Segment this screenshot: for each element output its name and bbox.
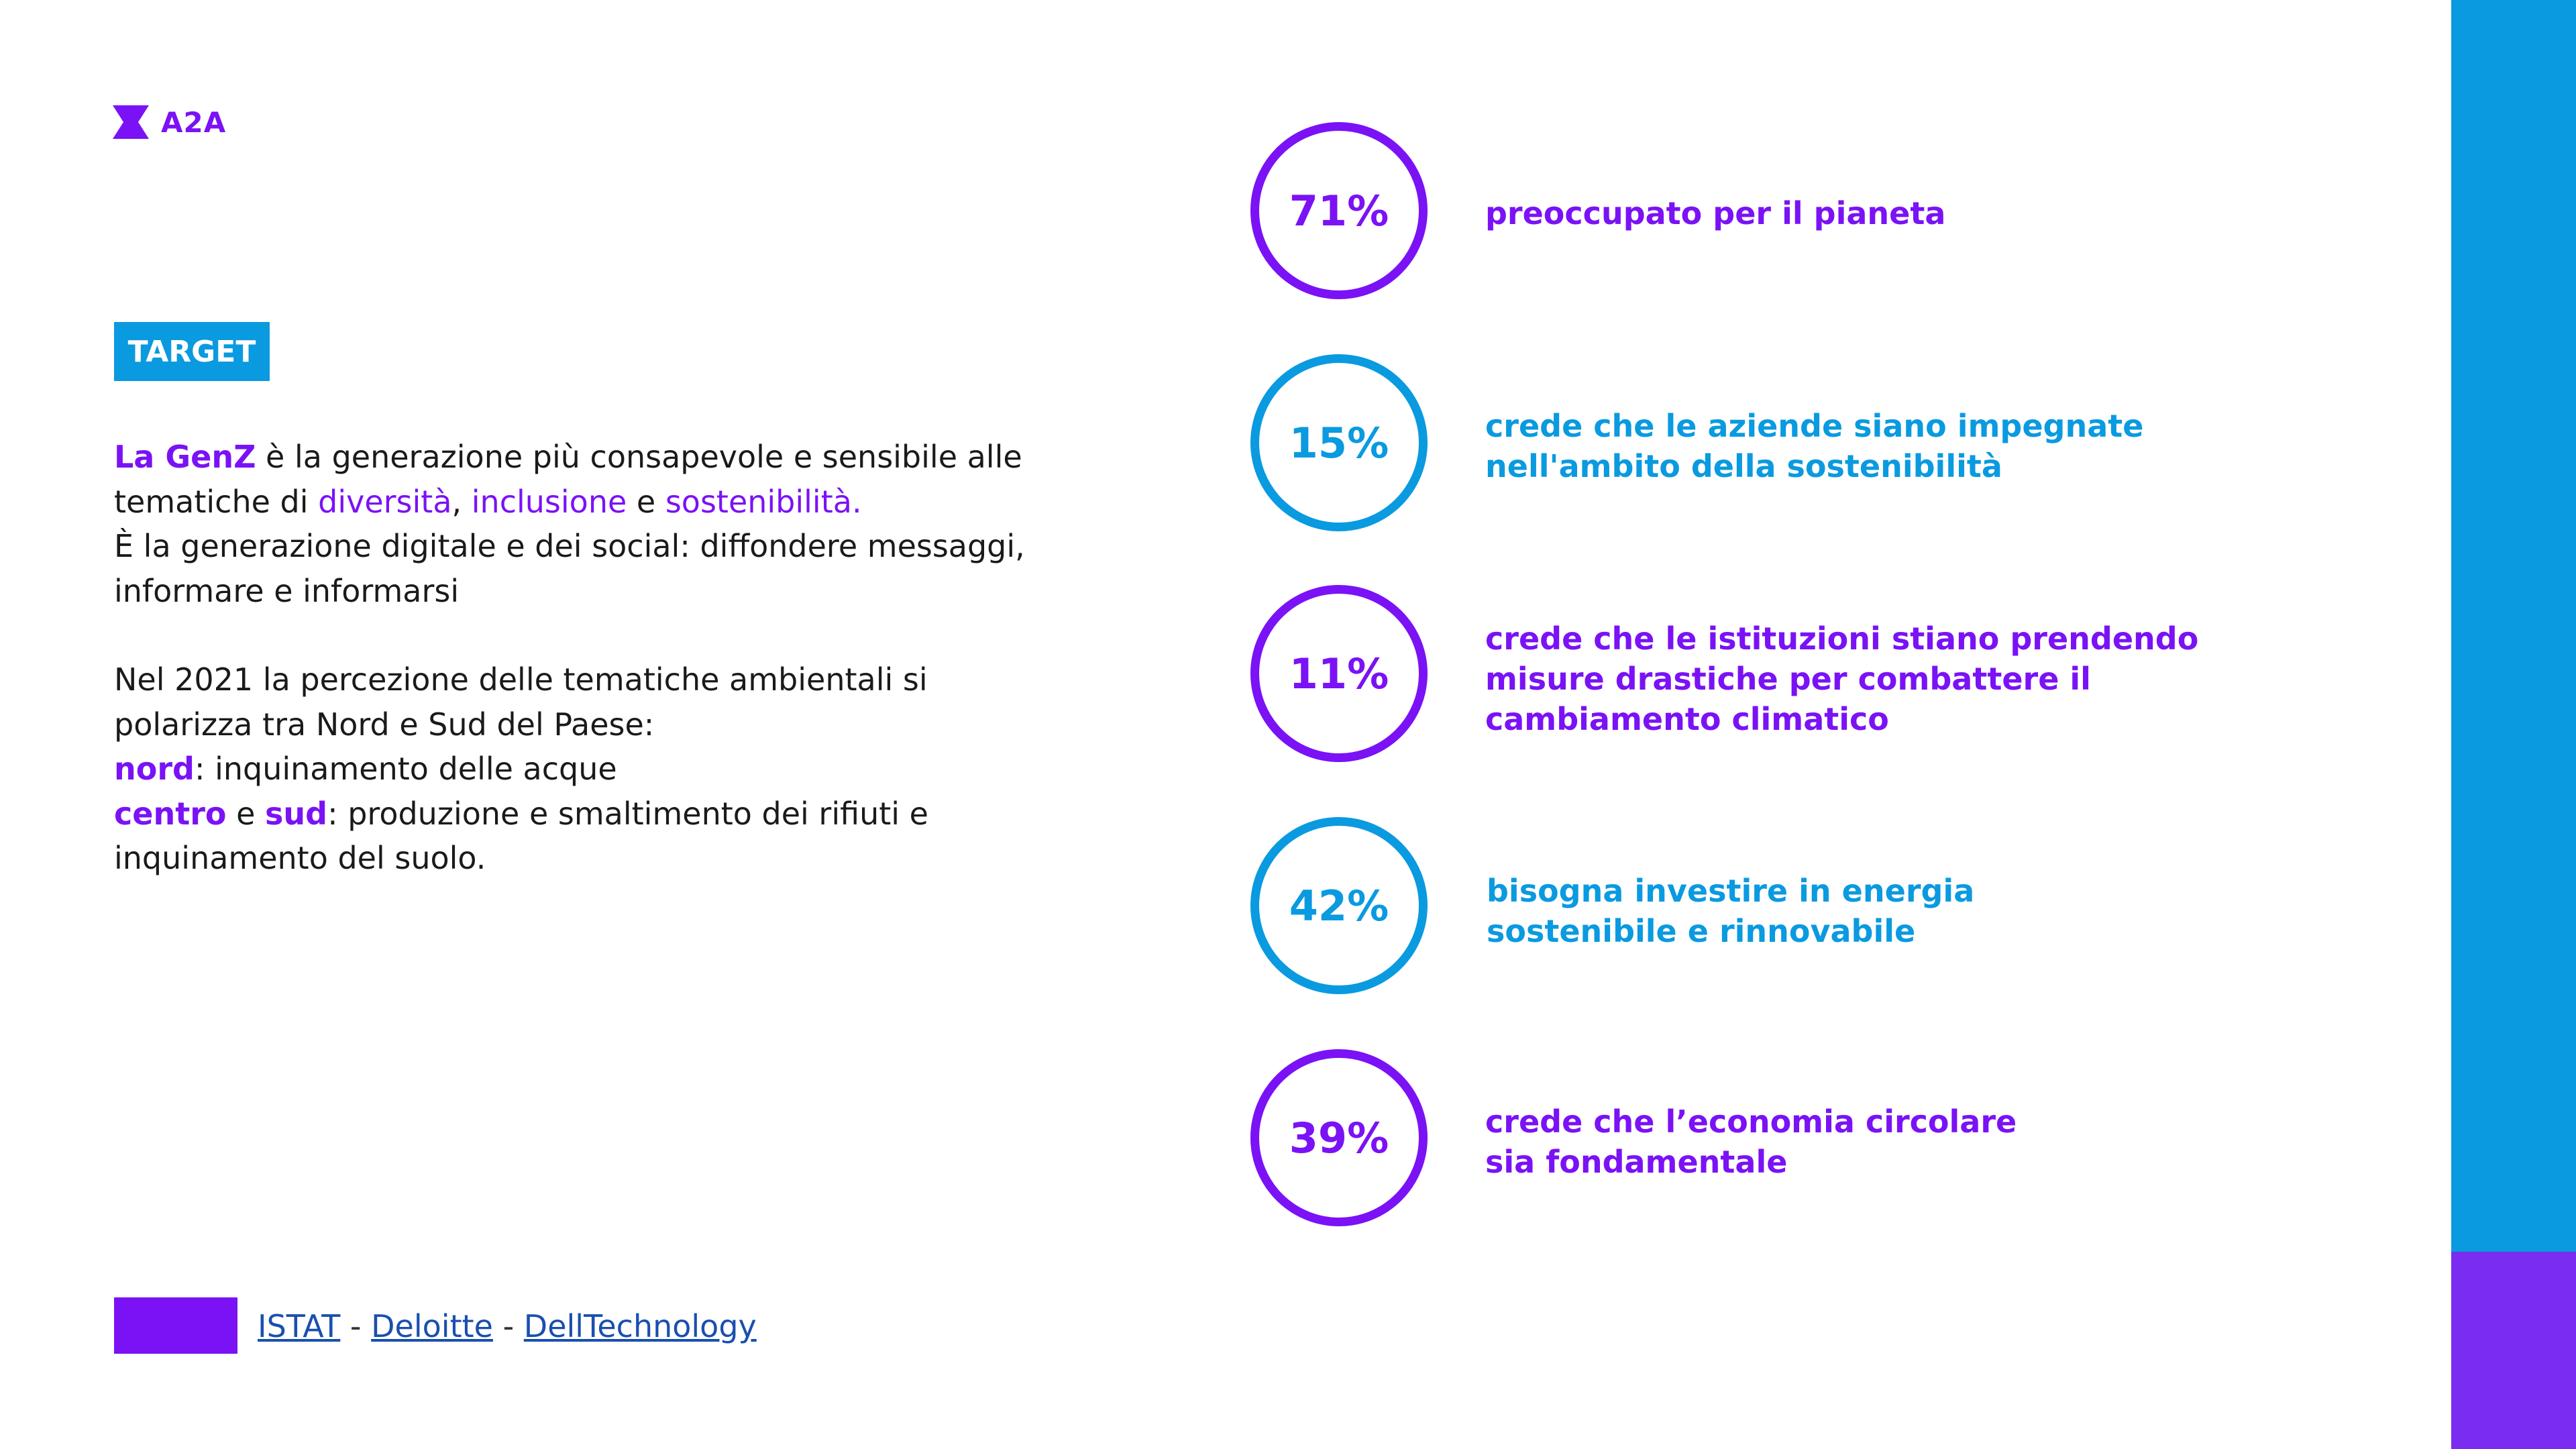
brand-logo	[113, 105, 226, 140]
side-accent-bar-blue	[2451, 0, 2576, 1252]
target-badge: TARGET	[114, 322, 270, 381]
side-accent-bar-purple	[2451, 1252, 2576, 1449]
source-link-deloitte[interactable]: Deloitte	[371, 1308, 493, 1344]
source-link-delltechnology[interactable]: DellTechnology	[523, 1308, 757, 1344]
sostenibilita-highlight: sostenibilità.	[665, 483, 862, 520]
text-span: : produzione e smaltimento dei rifiuti e inquinamento del suolo.	[114, 795, 928, 876]
paragraph-gap	[114, 613, 1040, 657]
source-separator: -	[340, 1308, 372, 1344]
stat-ring-11: 11%	[1250, 585, 1428, 762]
source-link-istat[interactable]: ISTAT	[258, 1308, 341, 1344]
diversita-highlight: diversità	[318, 483, 452, 520]
genz-highlight: La GenZ	[114, 439, 256, 475]
logo-text: A2A	[161, 105, 227, 139]
stat-label-line: sostenibile e rinnovabile	[1487, 913, 1916, 949]
stat-ring-15: 15%	[1250, 354, 1428, 531]
text-span: e	[226, 795, 266, 832]
stat-label-line: bisogna investire in energia	[1487, 873, 1975, 909]
stat-label-line: crede che l’economia circolare	[1485, 1104, 2017, 1140]
stat-label-15	[1485, 406, 2257, 486]
stat-label-11	[1485, 619, 2257, 739]
stat-label-line: crede che le aziende siano impegnate	[1485, 408, 2144, 444]
stat-ring-39: 39%	[1250, 1049, 1428, 1226]
intro-paragraph-digital: È la generazione digitale e dei social: diffondere messaggi, informare e informarsi	[114, 528, 1025, 609]
text-span: ,	[451, 483, 472, 520]
stat-label-71	[1485, 193, 2257, 233]
stat-label-line: preoccupato per il pianeta	[1485, 195, 1946, 231]
intro-paragraph-2021: Nel 2021 la percezione delle tematiche ambientali si polarizza tra Nord e Sud del Paese:	[114, 661, 928, 743]
footer-accent-block	[114, 1297, 237, 1354]
source-separator: -	[492, 1308, 524, 1344]
text-span: : inquinamento delle acque	[194, 751, 617, 787]
intro-paragraph-genz	[114, 435, 1040, 524]
stat-label-line: cambiamento climatico	[1485, 701, 1889, 737]
intro-text	[114, 435, 1040, 881]
text-span: è la generazione più consapevole e sensibile alle tematiche di	[114, 439, 1022, 520]
nord-highlight: nord	[114, 751, 195, 787]
sources-line	[258, 1303, 757, 1350]
stat-label-line: misure drastiche per combattere il	[1485, 661, 2091, 697]
stat-label-line: crede che le istituzioni stiano prendendo	[1485, 621, 2199, 657]
stat-label-42	[1487, 871, 2258, 951]
stat-label-line: nell'ambito della sostenibilità	[1485, 448, 2002, 484]
stat-label-line: sia fondamentale	[1485, 1144, 1788, 1180]
text-span: e	[627, 483, 665, 520]
stat-ring-71: 71%	[1250, 122, 1428, 299]
stat-label-39	[1485, 1102, 2257, 1182]
inclusione-highlight: inclusione	[471, 483, 627, 520]
intro-line-nord	[114, 747, 1040, 792]
a2a-logo-icon	[113, 105, 149, 139]
centro-highlight: centro	[114, 795, 227, 832]
sud-highlight: sud	[265, 795, 328, 832]
intro-line-centro-sud	[114, 792, 1040, 881]
stat-ring-42: 42%	[1250, 817, 1428, 994]
